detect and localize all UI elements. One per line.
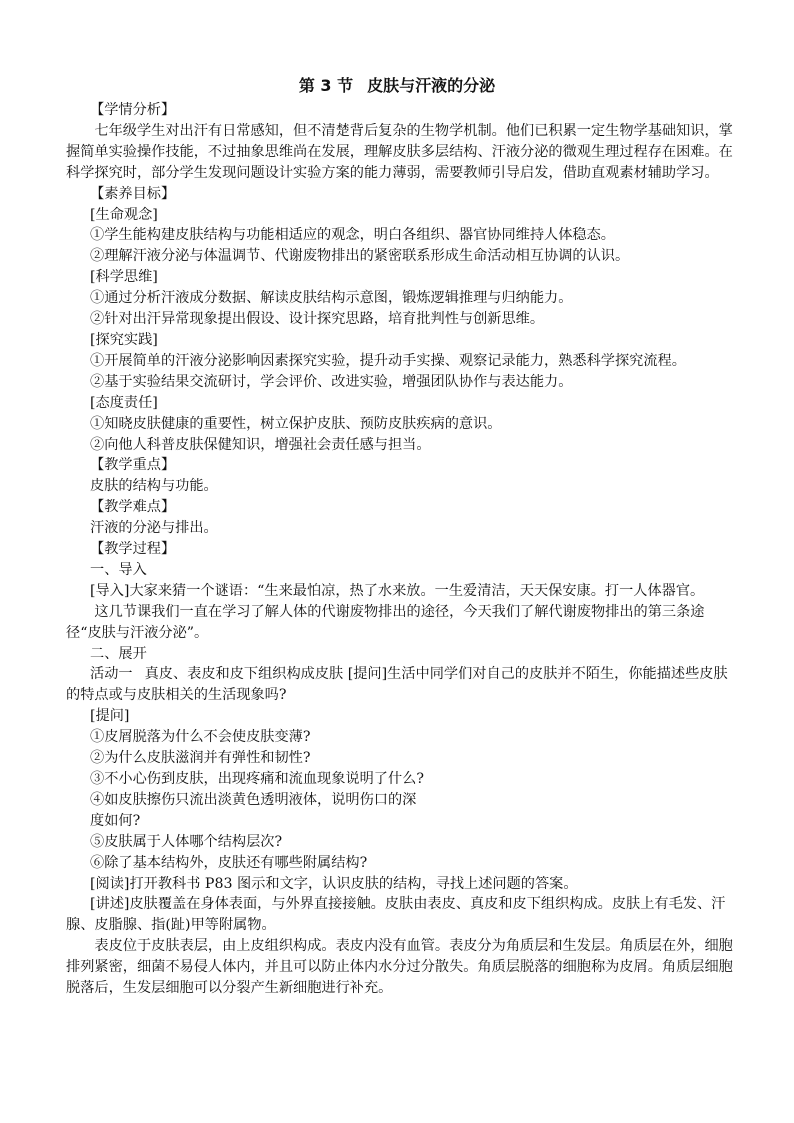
question-item: ⑤皮肤属于人体哪个结构层次?: [90, 833, 283, 850]
question-item: ④如皮肤擦伤只流出淡黄色透明液体，说明伤口的深: [90, 791, 417, 808]
document-body: [66, 100, 735, 999]
page-title: [0, 76, 794, 96]
heading-key-point: 【教学重点】: [90, 457, 176, 474]
difficulty-text: 汗液的分泌与排出。: [90, 520, 218, 537]
heading-process: 【教学过程】: [90, 541, 176, 558]
question-item: ②为什么皮肤滋润并有弹性和韧性?: [90, 750, 311, 767]
list-item: ①知晓皮肤健康的重要性，树立保护皮肤、预防皮肤疾病的意识。: [90, 415, 502, 432]
title-section-number: 第 3 节: [298, 76, 354, 95]
question-item: ③不小心伤到皮肤，出现疼痛和流血现象说明了什么?: [90, 771, 424, 787]
subheading-life-concept: [生命观念]: [90, 206, 158, 223]
title-text: 皮肤与汗液的分泌: [367, 76, 496, 95]
section-develop: 二、展开: [90, 645, 147, 662]
subheading-scientific-thinking: [科学思维]: [90, 269, 158, 286]
key-point-text: 皮肤的结构与功能。: [90, 478, 218, 495]
list-item: ②向他人科普皮肤保健知识，增强社会责任感与担当。: [90, 436, 431, 453]
list-item: ②基于实验结果交流研讨，学会评价、改进实验，增强团队协作与表达能力。: [90, 373, 573, 390]
paragraph-epidermis: 表皮位于皮肤表层，由上皮组织构成。表皮内没有血管。表皮分为角质层和生发层。角质层在外，细胞排列紧密，细菌不易侵人体内，并且可以防止体内水分过分散失。角质层脱落的细胞称为皮屑。角质层细胞脱落后，生发层细胞可以分裂产生新细胞进行补充。: [66, 938, 733, 997]
paragraph-riddle: [导入]大家来猜一个谜语：“生来最怕凉，热了水来放。一生爱清洁，天天保安康。打一人体器官。: [90, 582, 705, 599]
paragraph-lecture: [讲述]皮肤覆盖在身体表面，与外界直接接触。皮肤由表皮、真皮和皮下组织构成。皮肤上有毛发、汗腺、皮脂腺、指(趾)甲等附属物。: [66, 896, 726, 934]
subheading-attitude: [态度责任]: [90, 394, 158, 411]
list-item: ①开展简单的汗液分泌影响因素探究实验，提升动手实操、观察记录能力，熟悉科学探究流程。: [90, 352, 686, 369]
paragraph-activity-one: [66, 664, 735, 706]
paragraph-intro: 这几节课我们一直在学习了解人体的代谢废物排出的途径，今天我们了解代谢废物排出的第三条途径“皮肤与汗液分泌”。: [66, 603, 705, 641]
list-item: ①学生能构建皮肤结构与功能相适应的观念，明白各组织、器官协同维持人体稳态。: [90, 227, 615, 244]
list-item: ①通过分析汗液成分数据、解读皮肤结构示意图，锻炼逻辑推理与归纳能力。: [90, 290, 573, 307]
activity-text: 真皮、表皮和皮下组织构成皮肤 [提问]生活中同学们对自己的皮肤并不陌生，你能描述些皮肤的特点或与皮肤相关的生活现象吗?: [66, 666, 728, 704]
heading-goals: 【素养目标】: [90, 185, 176, 202]
activity-label: 活动一: [90, 666, 133, 683]
list-item: ②理解汗液分泌与体温调节、代谢废物排出的紧密联系形成生命活动相互协调的认识。: [90, 248, 630, 265]
paragraph-reading: [阅读]打开教科书 P83 图示和文字，认识皮肤的结构，寻找上述问题的答案。: [90, 875, 578, 892]
question-item-continued: 度如何?: [90, 812, 141, 829]
heading-difficulty: 【教学难点】: [90, 499, 176, 516]
section-intro: 一、导入: [90, 561, 147, 578]
paragraph-analysis: 七年级学生对出汗有日常感知，但不清楚背后复杂的生物学机制。他们已积累一定生物学基础知识，掌握简单实验操作技能，不过抽象思维尚在发展，理解皮肤多层结构、汗液分泌的微观生理过程存在困难。在科学探究时，部分学生发现问题设计实验方案的能力薄弱，需要教师引导启发，借助直观素材辅助学习。: [66, 122, 733, 181]
subheading-question: [提问]: [90, 708, 130, 725]
subheading-inquiry-practice: [探究实践]: [90, 331, 158, 348]
list-item: ②针对出汗异常现象提出假设、设计探究思路，培育批判性与创新思维。: [90, 311, 545, 328]
heading-analysis: 【学情分析】: [90, 102, 176, 118]
question-item: ⑥除了基本结构外，皮肤还有哪些附属结构?: [90, 854, 368, 871]
question-item: ①皮屑脱落为什么不会使皮肤变薄?: [90, 729, 311, 746]
